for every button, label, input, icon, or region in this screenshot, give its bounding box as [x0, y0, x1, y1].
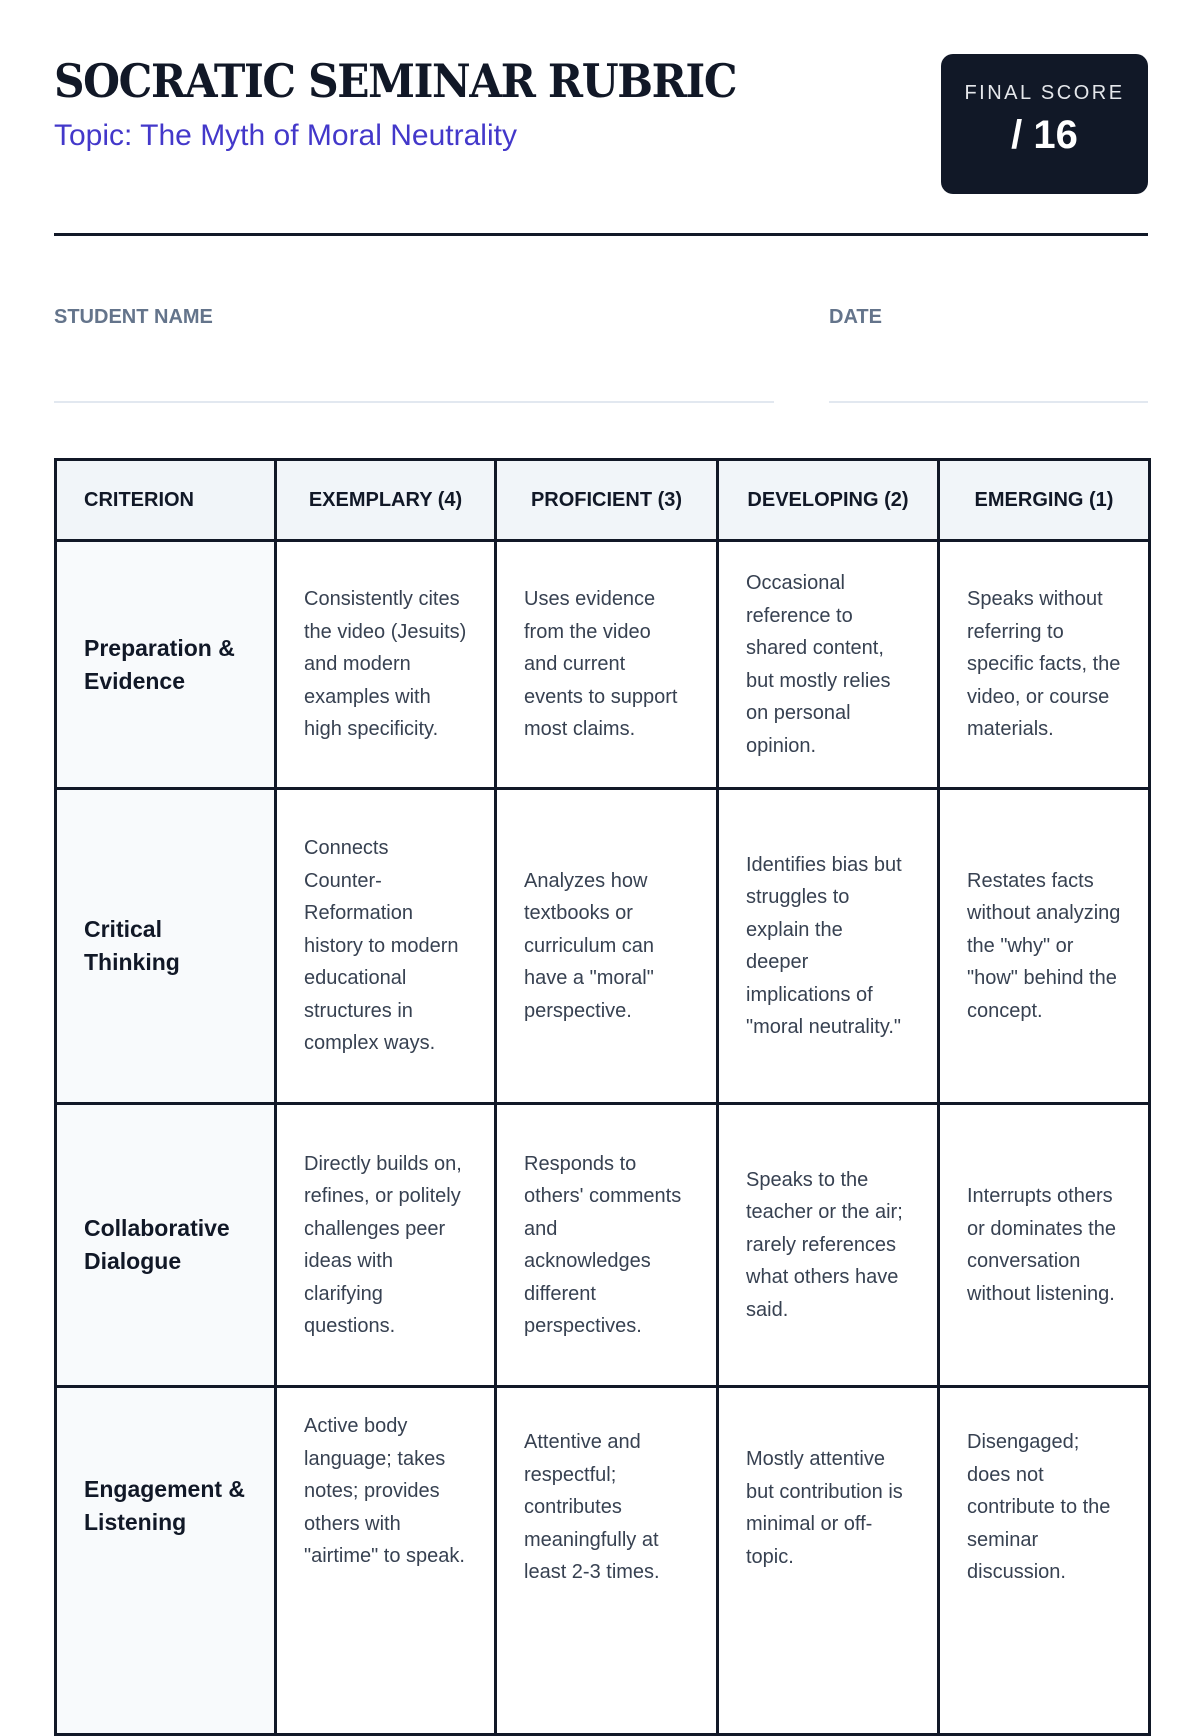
rubric-cell: Speaks to the teacher or the air; rarely references what others have said. — [718, 1104, 939, 1387]
table-row — [56, 789, 1150, 1104]
rubric-cell: Connects Counter-Reformation history to modern educational structures in complex ways. — [276, 789, 496, 1104]
table-row — [56, 1104, 1150, 1387]
rubric-cell: Directly builds on, refines, or politely challenges peer ideas with clarifying questions. — [276, 1104, 496, 1387]
rubric-cell: Interrupts others or dominates the conversation without listening. — [939, 1104, 1150, 1387]
table-header-row — [56, 460, 1150, 541]
rubric-cell: Responds to others' comments and acknowledges different perspectives. — [496, 1104, 718, 1387]
final-score-label: FINAL SCORE — [964, 82, 1125, 104]
header-proficient: PROFICIENT (3) — [496, 460, 718, 541]
header-criterion: CRITERION — [56, 460, 276, 541]
criterion-cell: Engagement & Listening — [56, 1387, 276, 1735]
rubric-cell: Active body language; takes notes; provides others with "airtime" to speak. — [276, 1387, 496, 1735]
header-emerging: EMERGING (1) — [939, 460, 1150, 541]
header-divider — [54, 233, 1148, 236]
rubric-table — [54, 458, 1151, 1736]
student-name-field[interactable] — [54, 401, 774, 403]
rubric-cell: Restates facts without analyzing the "why" or "how" behind the concept. — [939, 789, 1150, 1104]
rubric-cell: Consistently cites the video (Jesuits) and modern examples with high specificity. — [276, 541, 496, 789]
rubric-cell: Mostly attentive but contribution is minimal or off-topic. — [718, 1387, 939, 1735]
topic-subtitle: Topic: The Myth of Moral Neutrality — [54, 119, 517, 152]
criterion-cell: Preparation & Evidence — [56, 541, 276, 789]
rubric-cell: Disengaged; does not contribute to the seminar discussion. — [939, 1387, 1150, 1735]
page-title: SOCRATIC SEMINAR RUBRIC — [54, 54, 737, 108]
criterion-cell: Collaborative Dialogue — [56, 1104, 276, 1387]
rubric-cell: Identifies bias but struggles to explain the deeper implications of "moral neutrality." — [718, 789, 939, 1104]
rubric-cell: Analyzes how textbooks or curriculum can have a "moral" perspective. — [496, 789, 718, 1104]
header-developing: DEVELOPING (2) — [718, 460, 939, 541]
final-score-box — [941, 54, 1148, 194]
final-score-value: / 16 — [1011, 113, 1078, 157]
rubric-cell: Speaks without referring to specific facts, the video, or course materials. — [939, 541, 1150, 789]
table-row — [56, 541, 1150, 789]
rubric-cell: Occasional reference to shared content, but mostly relies on personal opinion. — [718, 541, 939, 789]
date-label: DATE — [829, 306, 882, 328]
rubric-cell: Uses evidence from the video and current events to support most claims. — [496, 541, 718, 789]
student-name-label: STUDENT NAME — [54, 306, 213, 328]
header-exemplary: EXEMPLARY (4) — [276, 460, 496, 541]
rubric-cell: Attentive and respectful; contributes meaningfully at least 2-3 times. — [496, 1387, 718, 1735]
criterion-cell: Critical Thinking — [56, 789, 276, 1104]
table-row — [56, 1387, 1150, 1735]
date-field[interactable] — [829, 401, 1148, 403]
